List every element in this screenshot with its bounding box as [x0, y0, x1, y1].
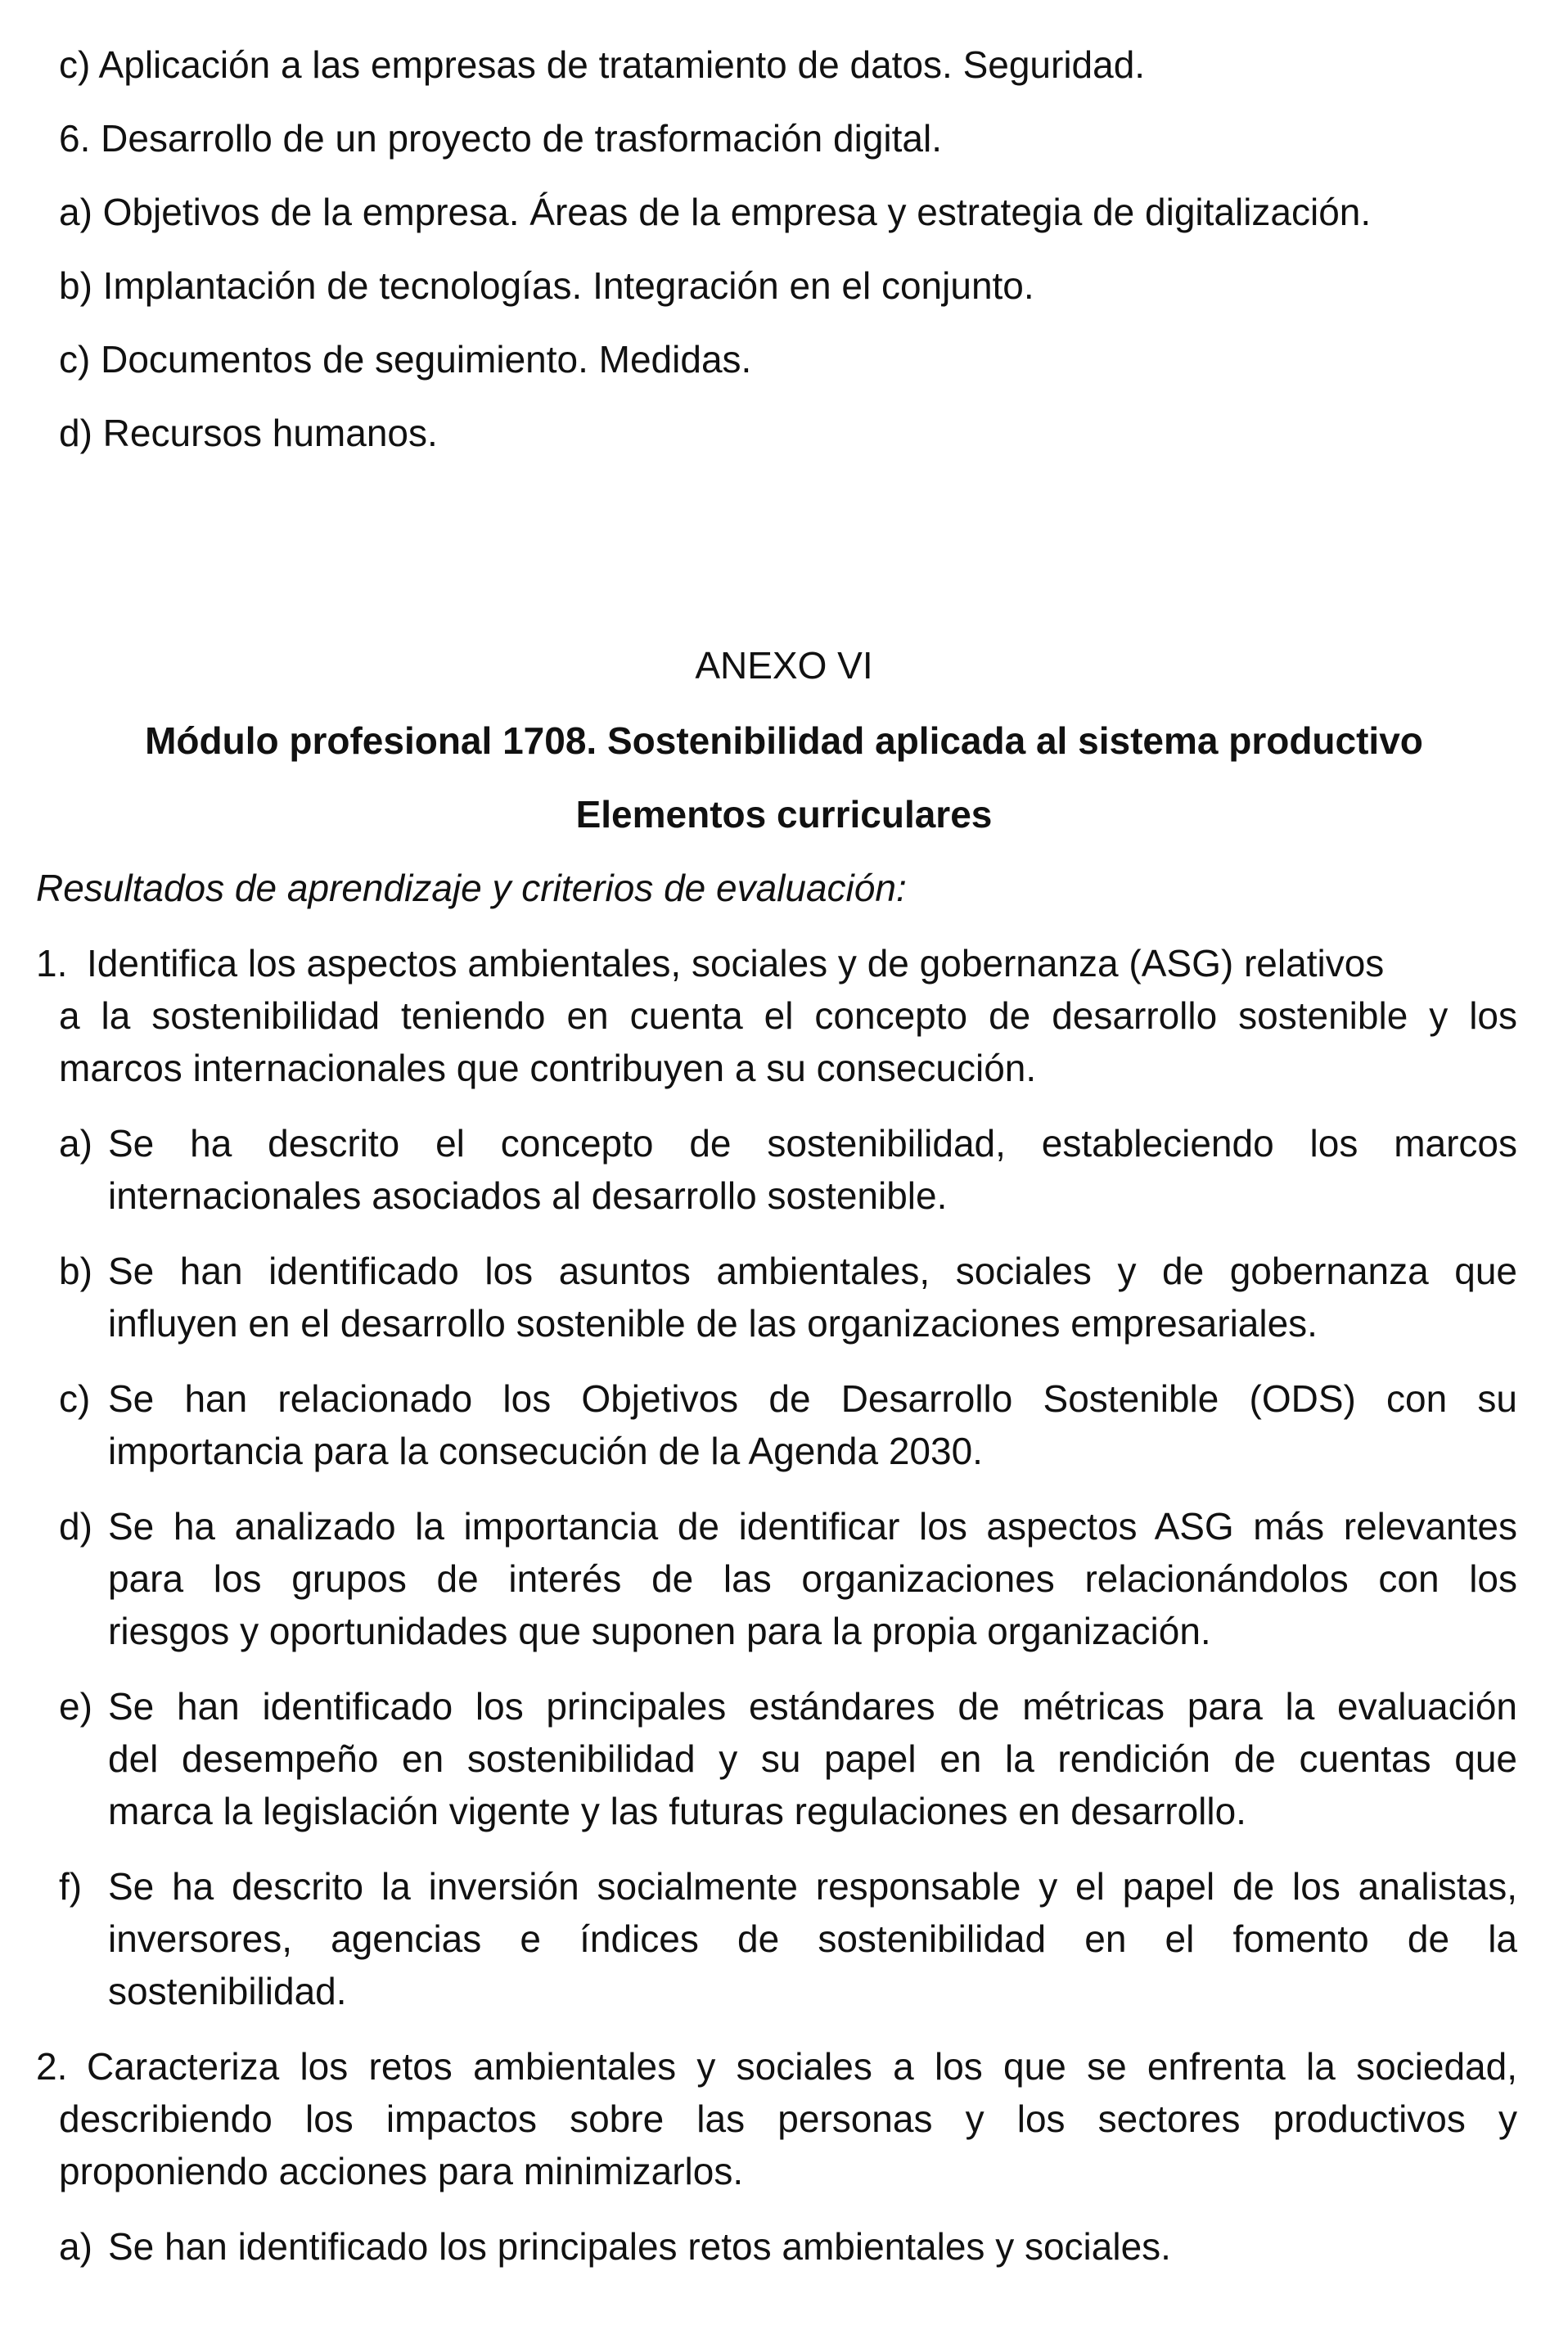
criterion-1e-label: e) — [59, 1685, 92, 1728]
result-1-number: 1. — [36, 942, 68, 985]
result-2-line-3: proponiendo acciones para minimizarlos. — [59, 2150, 744, 2192]
criterion-1e-line-1: Se han identificado los principales estándares de métricas para la evaluación — [108, 1685, 1517, 1728]
criterion-1b-line-2: influyen en el desarrollo sostenible de las organizaciones empresariales. — [108, 1302, 1318, 1345]
result-1-line-3: marcos internacionales que contribuyen a su consecución. — [59, 1047, 1037, 1089]
criterion-1b-label: b) — [59, 1250, 92, 1292]
prev-item-5: c) Documentos de seguimiento. Medidas. — [59, 338, 752, 381]
criterion-2a-line-1: Se han identificado los principales retos ambientales y sociales. — [108, 2225, 1171, 2268]
result-1-line-2: a la sostenibilidad teniendo en cuenta el concepto de desarrollo sostenible y los — [59, 994, 1517, 1037]
criterion-1d-line-3: riesgos y oportunidades que suponen para la propia organización. — [108, 1610, 1211, 1652]
intro-heading: Resultados de aprendizaje y criterios de evaluación: — [36, 867, 907, 909]
criterion-1d-label: d) — [59, 1505, 92, 1548]
criterion-1f-line-2: inversores, agencias e índices de sostenibilidad en el fomento de la — [108, 1917, 1517, 1960]
criterion-1e-line-2: del desempeño en sostenibilidad y su papel en la rendición de cuentas que — [108, 1737, 1517, 1780]
prev-item-3: a) Objetivos de la empresa. Áreas de la empresa y estrategia de digitalización. — [59, 191, 1372, 233]
criterion-1c-label: c) — [59, 1377, 91, 1420]
criterion-1f-label: f) — [59, 1865, 83, 1908]
prev-item-6: d) Recursos humanos. — [59, 412, 438, 454]
result-2-line-1: Caracteriza los retos ambientales y sociales a los que se enfrenta la sociedad, — [87, 2045, 1517, 2088]
criterion-1b-line-1: Se han identificado los asuntos ambientales, sociales y de gobernanza que — [108, 1250, 1517, 1292]
criterion-1e-line-3: marca la legislación vigente y las futuras regulaciones en desarrollo. — [108, 1790, 1246, 1832]
criterion-1f-line-1: Se ha descrito la inversión socialmente responsable y el papel de los analistas, — [108, 1865, 1517, 1908]
module-title: Módulo profesional 1708. Sostenibilidad aplicada al sistema productivo — [145, 719, 1423, 762]
criterion-1a-line-1: Se ha descrito el concepto de sostenibilidad, estableciendo los marcos — [108, 1122, 1517, 1165]
annex-title: ANEXO VI — [695, 644, 873, 687]
prev-item-4: b) Implantación de tecnologías. Integración en el conjunto. — [59, 264, 1034, 307]
criterion-2a-label: a) — [59, 2225, 92, 2268]
result-2-number: 2. — [36, 2045, 68, 2088]
prev-item-1: c) Aplicación a las empresas de tratamiento de datos. Seguridad. — [59, 43, 1146, 86]
result-2-line-2: describiendo los impactos sobre las personas y los sectores productivos y — [59, 2097, 1517, 2140]
criterion-1d-line-2: para los grupos de interés de las organizaciones relacionándolos con los — [108, 1557, 1517, 1600]
result-1-line-1: Identifica los aspectos ambientales, sociales y de gobernanza (ASG) relativos — [87, 942, 1385, 985]
criterion-1a-label: a) — [59, 1122, 92, 1165]
criterion-1a-line-2: internacionales asociados al desarrollo sostenible. — [108, 1174, 948, 1217]
criterion-1c-line-1: Se han relacionado los Objetivos de Desarrollo Sostenible (ODS) con su — [108, 1377, 1517, 1420]
section-subtitle: Elementos curriculares — [575, 793, 993, 836]
criterion-1d-line-1: Se ha analizado la importancia de identificar los aspectos ASG más relevantes — [108, 1505, 1517, 1548]
criterion-1c-line-2: importancia para la consecución de la Agenda 2030. — [108, 1430, 983, 1472]
criterion-1f-line-3: sostenibilidad. — [108, 1970, 347, 2012]
prev-item-2: 6. Desarrollo de un proyecto de trasformación digital. — [59, 117, 943, 160]
